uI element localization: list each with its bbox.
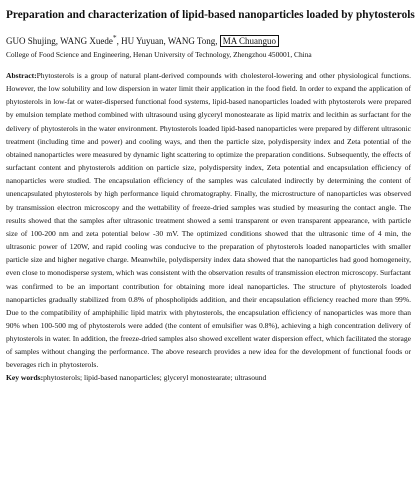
authors-middle: , HU Yuyuan, WANG Tong, [116, 36, 220, 46]
keywords-label: Key words: [6, 372, 44, 382]
paper-title: Preparation and characterization of lipid-based nanoparticles loaded by phytosterols [6, 9, 415, 21]
affiliation: College of Food Science and Engineering, Henan University of Technology, Zhengzhou 450001, China [6, 50, 312, 59]
author-guo-shujing: GUO Shujing, [6, 36, 61, 46]
author-list [6, 32, 411, 47]
abstract-text: Phytosterols is a group of natural plant-derived compounds with cholesterol-lowering and other physiological functions. However, the low solubility and low dispersion in water limit their application in the food field. In order to expand the application of phytosterols in low-fat or water-dispersed functional food systems, lipid-based nanoparticles loaded with phytosterols were prepared by emulsion template method combined with ultrasound using glyceryl monostearate as lipid matrix and lecithin as surfactant for the delivery of phytosterols in the water environment. Phytosterols loaded lipid-based nanoparticles were prepared by different ultrasonic treatment (including time and power) and cooling ways, and then the particle size, polydispersity index and Zeta potential of the obtained nanoparticles were measured by dynamic light scattering to optimize the preparation conditions. Subsequently, the effects of surfactant content and phytosterols addition on particle size, polydispersity index, Zeta potential and encapsulation efficiency of nanoparticles were studied. The encapsulation efficiency of the samples was calculated indirectly by determining the content of unencapsulated phytosterols by high performance liquid chromatography. Finally, the microstructure of nanoparticles was observed by transmission electron microscopy and the wettability of freeze-dried samples was studied by measuring the contact angle. The results showed that the samples after ultrasonic treatment showed a semi transparent or even transparent appearance, with particle size of 100-200 nm and zeta potential below -30 mV. The optimized conditions showed that the ultrasonic time of 4 min, the ultrasonic power of 120W, and rapid cooling was conducive to the preparation of phytosterols loaded nanoparticles with smaller particle size and higher negative charge. Meanwhile, polydispersity index data showed that the nanoparticles had good homogeneity, even close to monodisperse system, which was consistent with the observation results of transmission electron microscopy. Surfactant was confirmed to be an important contribution for obtaining more ideal nanoparticles. The structure of phytosterols loaded nanoparticles gradually stabilized from 0.8% of phospholipids addition, and their encapsulation efficiency reached more than 99%. Due to the compatibility of amphiphilic lipid matrix with phytosterols, the encapsulation efficiency of nanoparticles was more than 90% when 100-500 mg of phytosterols were added (the content of emulsifier was 0.8%), achieving a high concentration delivery of phytosterols in water. In addition, the freeze-dried samples also showed excellent water dispersion effect, which facilitated the storage of samples without changing the performance. The above research provides a new idea for the development of functional foods or beverages rich in phytosterols. [6, 71, 411, 370]
abstract-label: Abstract: [6, 71, 37, 80]
keywords [6, 372, 411, 384]
author-ma-chuanguo: MA Chuanguo [220, 35, 279, 47]
corresponding-author-mark: * [112, 33, 117, 42]
author-wang-xuede: WANG Xuede [60, 36, 113, 46]
abstract [6, 69, 411, 372]
paper-page [6, 0, 415, 384]
keywords-text: phytosterols; lipid-based nanoparticles; glyceryl monostearate; ultrasound [43, 372, 267, 382]
